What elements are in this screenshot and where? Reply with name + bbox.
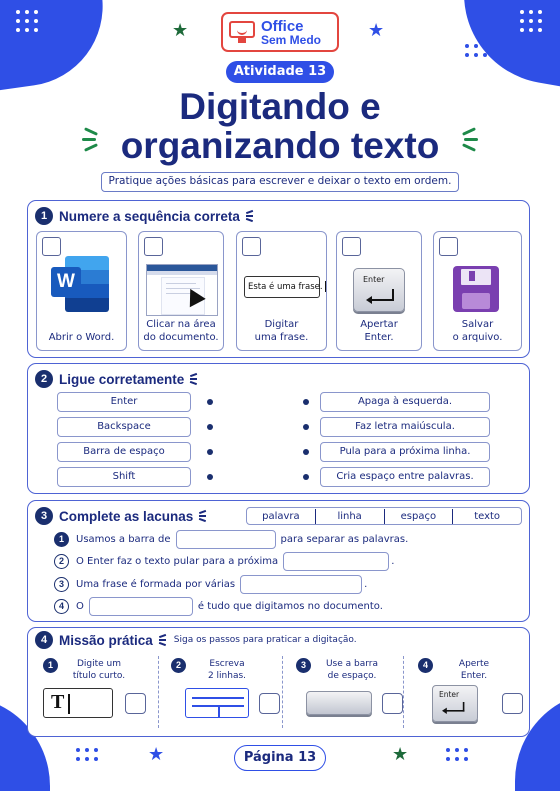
dots-decoration — [16, 10, 38, 32]
match-key-enter[interactable]: Enter — [57, 392, 191, 412]
brand-tagline: Sem Medo — [261, 32, 322, 47]
page-title-line-1: Digitando e — [179, 86, 381, 127]
gap-sentence: 2 O Enter faz o texto pular para a próxima . — [54, 551, 394, 571]
match-dot[interactable] — [207, 424, 213, 430]
enter-key-icon: Enter — [353, 268, 405, 312]
step-checkbox[interactable] — [259, 693, 280, 714]
divider — [282, 656, 283, 728]
gap-blank[interactable] — [176, 530, 276, 549]
word-icon: W — [51, 256, 111, 312]
section-number: 3 — [35, 507, 53, 525]
number-box[interactable] — [144, 237, 163, 256]
match-dot[interactable] — [207, 449, 213, 455]
brand-name: Office — [261, 17, 304, 35]
match-action[interactable]: Cria espaço entre palavras. — [320, 467, 490, 487]
sequence-card-click-document — [138, 231, 224, 351]
number-box[interactable] — [342, 237, 361, 256]
section-title: Complete as lacunas — [59, 508, 194, 524]
match-dot[interactable] — [207, 399, 213, 405]
practice-step: 1 Digite um título curto. T — [43, 658, 161, 748]
section-title: Numere a sequência correta — [59, 208, 240, 224]
step-checkbox[interactable] — [382, 693, 403, 714]
section-matching — [27, 363, 530, 494]
divider — [158, 656, 159, 728]
dots-decoration — [520, 10, 542, 32]
step-checkbox[interactable] — [502, 693, 523, 714]
gap-blank[interactable] — [283, 552, 389, 571]
divider — [403, 656, 404, 728]
match-action[interactable]: Apaga à esquerda. — [320, 392, 490, 412]
brand-logo — [221, 12, 339, 52]
gap-blank[interactable] — [240, 575, 362, 594]
space-bar-icon — [306, 691, 372, 715]
star-icon: ★ — [172, 20, 189, 41]
word-bank-item: espaço — [384, 509, 453, 524]
page-number: Página 13 — [234, 745, 326, 771]
activity-badge: Atividade 13 — [226, 61, 334, 83]
section-number: 4 — [35, 631, 53, 649]
match-dot[interactable] — [303, 449, 309, 455]
sequence-card-save-file — [433, 231, 522, 351]
number-box[interactable] — [439, 237, 458, 256]
star-icon: ★ — [368, 20, 385, 41]
section-title: Ligue corretamente — [59, 371, 185, 387]
document-window-icon — [146, 264, 218, 316]
star-icon: ★ — [148, 744, 165, 765]
monitor-icon — [229, 21, 255, 43]
step-checkbox[interactable] — [125, 693, 146, 714]
gap-sentence: 3 Uma frase é formada por várias . — [54, 574, 367, 594]
section-title: Missão prática — [59, 632, 153, 648]
word-bank-item: linha — [315, 509, 384, 524]
match-dot[interactable] — [303, 399, 309, 405]
star-icon: ★ — [392, 744, 409, 765]
sparkle-icon — [190, 373, 200, 385]
match-key-backspace[interactable]: Backspace — [57, 417, 191, 437]
section-practice — [27, 627, 530, 737]
match-dot[interactable] — [303, 474, 309, 480]
page-subtitle: Pratique ações básicas para escrever e deixar o texto em ordem. — [101, 172, 459, 192]
practice-step: 2 Escreva 2 linhas. — [171, 658, 289, 748]
card-label: Digitar uma frase. — [254, 319, 309, 343]
match-key-shift[interactable]: Shift — [57, 467, 191, 487]
match-dot[interactable] — [207, 474, 213, 480]
sparkle-icon — [458, 128, 478, 150]
sequence-card-press-enter — [336, 231, 422, 351]
dots-decoration — [446, 748, 468, 761]
dots-decoration — [76, 748, 98, 761]
gap-sentence: 4 O é tudo que digitamos no documento. — [54, 596, 383, 616]
typing-box-icon: Esta é uma frase. — [244, 276, 320, 298]
enter-key-icon: Enter — [432, 685, 478, 722]
match-dot[interactable] — [303, 424, 309, 430]
text-cursor-icon: T — [43, 688, 113, 718]
practice-step: 3 Use a barra de espaço. — [296, 658, 414, 748]
sparkle-icon — [199, 510, 209, 522]
card-label: Abrir o Word. — [48, 332, 115, 343]
match-action[interactable]: Faz letra maiúscula. — [320, 417, 490, 437]
page-title-line-2: organizando texto — [120, 125, 440, 166]
gap-blank[interactable] — [89, 597, 193, 616]
number-box[interactable] — [242, 237, 261, 256]
sparkle-icon — [159, 634, 169, 646]
section-number: 2 — [35, 370, 53, 388]
sequence-card-type-phrase — [236, 231, 327, 351]
sparkle-icon — [82, 128, 102, 150]
card-label: Clicar na área do documento. — [143, 319, 219, 343]
match-action[interactable]: Pula para a próxima linha. — [320, 442, 490, 462]
practice-instruction: Siga os passos para praticar a digitação. — [173, 635, 357, 645]
practice-step: 4 Aperte Enter. Enter — [418, 658, 536, 748]
card-label: Apertar Enter. — [360, 319, 398, 343]
card-label: Salvar o arquivo. — [452, 319, 503, 343]
word-bank — [246, 507, 522, 525]
sparkle-icon — [246, 210, 256, 222]
word-bank-item: texto — [452, 509, 521, 524]
dots-decoration — [465, 44, 487, 57]
section-number: 1 — [35, 207, 53, 225]
section-fill-gaps — [27, 500, 530, 622]
section-sequence — [27, 200, 530, 358]
floppy-disk-icon — [453, 266, 499, 312]
number-box[interactable] — [42, 237, 61, 256]
gap-sentence: 1 Usamos a barra de para separar as palavras. — [54, 529, 408, 549]
match-key-space[interactable]: Barra de espaço — [57, 442, 191, 462]
sequence-card-open-word — [36, 231, 127, 351]
text-lines-icon — [185, 688, 249, 718]
word-bank-item: palavra — [262, 510, 300, 522]
